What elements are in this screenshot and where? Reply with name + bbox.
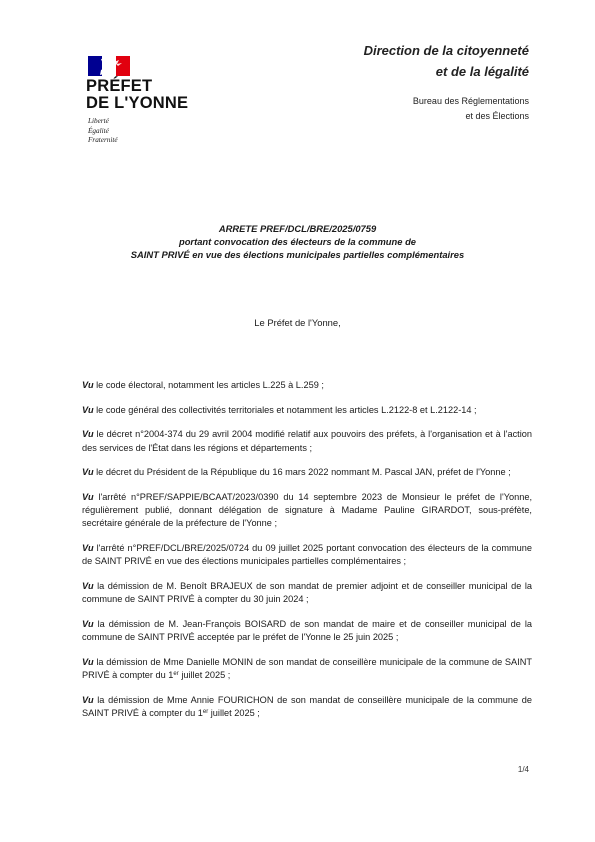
direction-heading bbox=[364, 40, 529, 82]
motto-liberte: Liberté bbox=[88, 117, 109, 125]
visa-lead: Vu bbox=[82, 404, 94, 415]
visa-paragraph bbox=[82, 656, 532, 682]
visa-text: le code électoral, notamment les articles L.225 à L.259 ; bbox=[93, 380, 324, 390]
visa-paragraph bbox=[82, 466, 532, 479]
visas-list bbox=[82, 379, 532, 732]
visa-lead: Vu bbox=[82, 467, 94, 478]
visa-paragraph bbox=[82, 618, 532, 644]
visa-text: le code général des collectivités territoriales et notamment les articles L.2122-8 et L.2122-14 ; bbox=[93, 404, 477, 415]
visa-text: l'arrêté n°PREF/DCL/BRE/2025/0724 du 09 juillet 2025 portant convocation des électeurs de la commune de SAINT PRIVÉ en vue des élections municipales partielles complémentaires ; bbox=[82, 543, 532, 567]
visa-text: l'arrêté n°PREF/SAPPIE/BCAAT/2023/0390 du 14 septembre 2023 de Monsieur le préfet de l'Yonne, régulièrement publié, donnant délégation de signature à Madame Pauline GIRARDOT, sous-préfète, secrétaire générale de la préfecture de l'Yonne ; bbox=[82, 492, 532, 529]
motto-egalite: Égalité bbox=[88, 126, 109, 135]
addressee: Le Préfet de l'Yonne, bbox=[254, 317, 341, 328]
republic-motto bbox=[88, 117, 118, 146]
visa-text-tail: juillet 2025 ; bbox=[208, 707, 260, 718]
decree-title bbox=[0, 222, 595, 261]
visa-paragraph bbox=[82, 694, 532, 720]
ordinal-suffix: er bbox=[202, 708, 209, 715]
page-number: 1/4 bbox=[517, 765, 529, 774]
visa-lead: Vu bbox=[82, 694, 94, 705]
decree-number: ARRETE PREF/DCL/BRE/2025/0759 bbox=[218, 223, 377, 234]
visa-text: le décret n°2004-374 du 29 avril 2004 modifié relatif aux pouvoirs des préfets, à l'organisation et à l'action des services de l'État dans les régions et départements ; bbox=[82, 429, 532, 453]
visa-lead: Vu bbox=[82, 543, 94, 554]
visa-lead: Vu bbox=[82, 656, 94, 667]
visa-lead: Vu bbox=[82, 618, 94, 629]
motto-fraternite: Fraternité bbox=[88, 136, 118, 144]
visa-paragraph bbox=[82, 404, 532, 417]
decree-subject-line: portant convocation des électeurs de la commune de bbox=[178, 236, 417, 247]
logo-line: DE L'YONNE bbox=[86, 94, 189, 112]
visa-paragraph bbox=[82, 428, 532, 454]
direction-line: et de la légalité bbox=[435, 64, 529, 79]
ordinal-suffix: er bbox=[173, 671, 179, 678]
bureau-line: Bureau des Réglementations bbox=[412, 96, 529, 106]
direction-line: Direction de la citoyenneté bbox=[363, 43, 529, 58]
logo-line: PRÉFET bbox=[86, 77, 153, 95]
visa-text: le décret du Président de la République du 16 mars 2022 nommant M. Pascal JAN, préfet de l'Yonne ; bbox=[93, 467, 511, 478]
visa-lead: Vu bbox=[82, 581, 94, 592]
visa-lead: Vu bbox=[82, 492, 94, 503]
visa-text: la démission de M. Jean-François BOISARD de son mandat de maire et de conseiller municipal de la commune de SAINT PRIVÉ acceptée par le préfet de l'Yonne le 25 juin 2025 ; bbox=[82, 618, 532, 643]
visa-lead: Vu bbox=[82, 380, 94, 390]
marianne-flag-icon bbox=[88, 56, 130, 76]
visa-text: la démission de Mme Danielle MONIN de son mandat de conseillère municipale de la commune de SAINT PRIVÉ à compter du 1 bbox=[82, 656, 532, 681]
visa-paragraph bbox=[82, 542, 532, 568]
bureau-line: et des Élections bbox=[465, 111, 529, 121]
visa-text: la démission de M. Benoît BRAJEUX de son mandat de premier adjoint et de conseiller municipal de la commune de SAINT PRIVÉ à compter du 30 juin 2024 ; bbox=[82, 581, 532, 605]
visa-lead: Vu bbox=[82, 429, 94, 440]
visa-text: la démission de Mme Annie FOURICHON de son mandat de conseillère municipale de la commune de SAINT PRIVÉ à compter du 1 bbox=[82, 694, 532, 718]
decree-subject-line: SAINT PRIVÉ en vue des élections municipales partielles complémentaires bbox=[130, 249, 465, 260]
visa-paragraph bbox=[82, 379, 532, 392]
bureau-heading bbox=[413, 94, 529, 124]
visa-paragraph bbox=[82, 580, 532, 606]
prefecture-logo-text bbox=[86, 78, 188, 112]
visa-text-tail: juillet 2025 ; bbox=[178, 670, 231, 681]
visa-paragraph bbox=[82, 491, 532, 531]
